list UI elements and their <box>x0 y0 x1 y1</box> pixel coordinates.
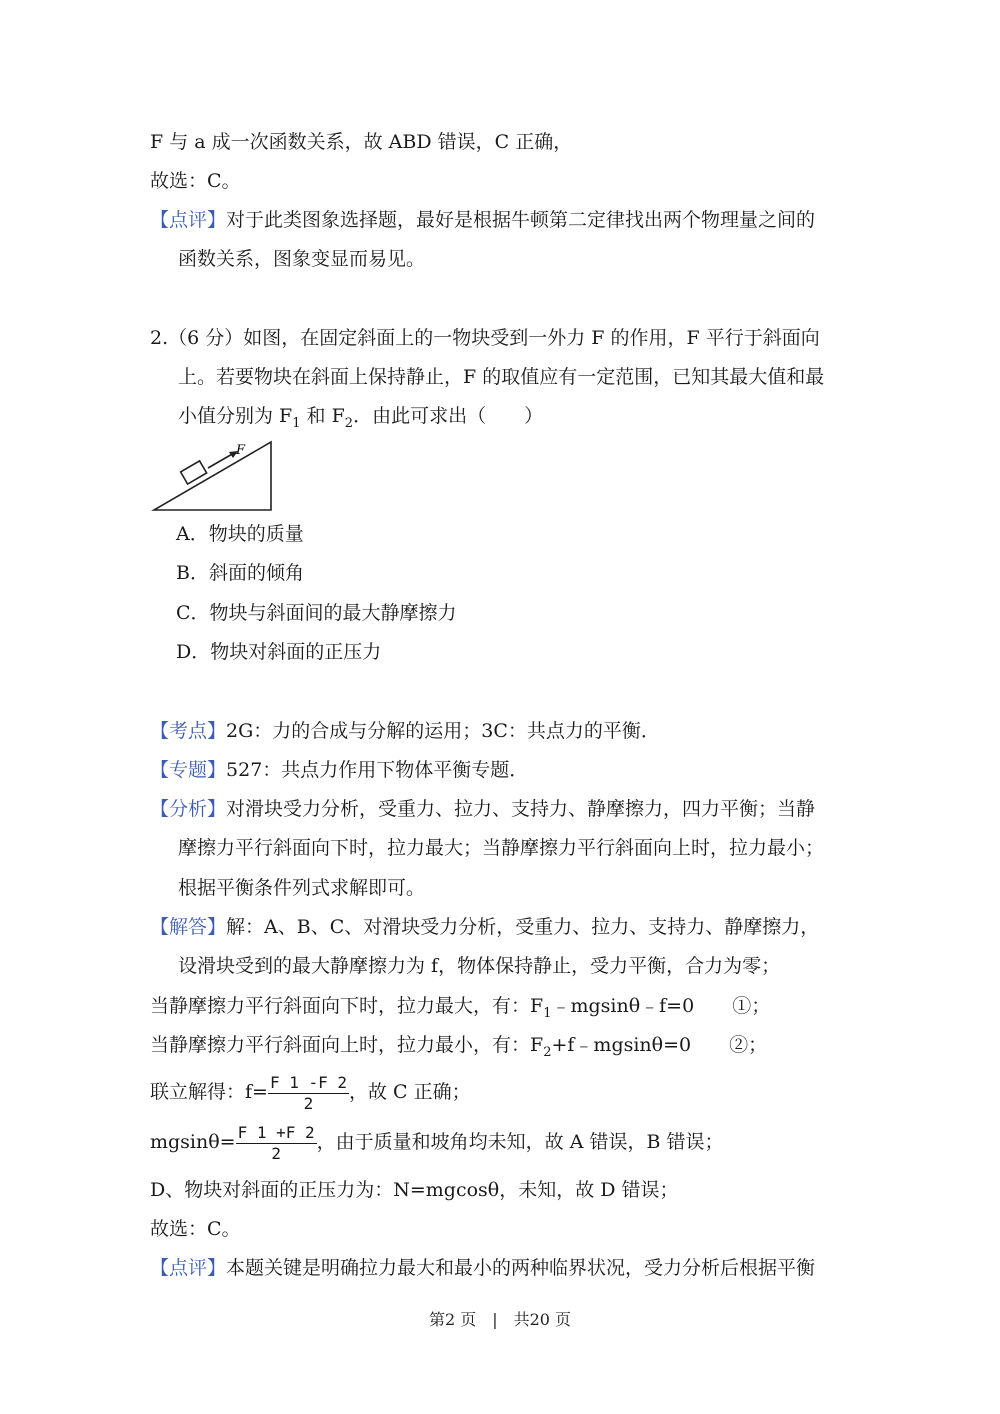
prev-answer-line: F 与 a 成一次函数关系，故 ABD 错误，C 正确， <box>150 131 573 153</box>
answer-choice: 故选：C。 <box>150 1218 241 1240</box>
equation-1: 当静摩擦力平行斜面向下时，拉力最大，有：$F_1﹣mgsin\theta﹣f=0$ ①； <box>150 995 771 1021</box>
prev-comment <box>150 207 815 233</box>
solve-mgsin: mgsinθ= $\frac{F 1 +F 2}{2}$ ，由于质量和坡角均未知，故 A 错误，B 错误； <box>150 1122 724 1163</box>
jieda: 【解答】解：A、B、C、对滑块受力分析，受重力、拉力、支持力、静摩擦力， <box>150 916 820 938</box>
fenxi-cont-2: 根据平衡条件列式求解即可。 <box>178 877 426 899</box>
incline-triangle <box>154 442 271 510</box>
option-a: A．物块的质量 <box>176 523 304 545</box>
jieda-cont: 设滑块受到的最大静摩擦力为 f，物体保持静止，受力平衡，合力为零； <box>178 955 781 977</box>
fenxi-cont-1: 摩擦力平行斜面向下时，拉力最大；当静摩擦力平行斜面向上时，拉力最小； <box>178 837 825 859</box>
fraction-mgsin: $\frac{F 1 +F 2}{2}$ <box>237 1122 315 1163</box>
question-line-3: 小值分别为 $F_1$ 和 $F_2$．由此可求出（ ） <box>178 405 544 431</box>
block <box>181 461 207 484</box>
option-d: D．物块对斜面的正压力 <box>176 641 382 663</box>
dianping: 【点评】本题关键是明确拉力最大和最小的两种临界状况，受力分析后根据平衡 <box>150 1257 816 1279</box>
option-c: C．物块与斜面间的最大静摩擦力 <box>176 602 457 624</box>
fenxi: 【分析】对滑块受力分析，受重力、拉力、支持力、静摩擦力，四力平衡；当静 <box>150 798 816 820</box>
comment-tag: 【点评】 <box>150 209 227 231</box>
question-line-2: 上。若要物块在斜面上保持静止，F 的取值应有一定范围，已知其最大值和最 <box>178 366 825 388</box>
solve-f: 联立解得：f= $\frac{F 1 -F 2}{2}$ ，故 C 正确； <box>150 1072 471 1113</box>
prev-choice: 故选：C。 <box>150 170 241 192</box>
zhuanti: 【专题】527：共点力作用下物体平衡专题． <box>150 759 529 781</box>
fraction-f: $\frac{F 1 -F 2}{2}$ <box>269 1072 348 1113</box>
force-label: F <box>236 443 246 458</box>
d-option-line: D、物块对斜面的正压力为：N=mgcosθ，未知，故 D 错误； <box>150 1179 679 1201</box>
page-footer: 第2 页 | 共20 页 <box>428 1310 572 1329</box>
comment-text: 对于此类图象选择题，最好是根据牛顿第二定律找出两个物理量之间的 <box>226 209 816 231</box>
kaodian: 【考点】2G：力的合成与分解的运用；3C：共点力的平衡． <box>150 720 660 742</box>
option-b: B．斜面的倾角 <box>176 562 304 584</box>
incline-diagram <box>150 438 280 514</box>
question-line-1: 2.（6 分）如图，在固定斜面上的一物块受到一外力 F 的作用，F 平行于斜面向 <box>150 327 820 349</box>
prev-comment-cont: 函数关系，图象变显而易见。 <box>178 248 426 270</box>
equation-2: 当静摩擦力平行斜面向上时，拉力最小，有：$F_2+f﹣mgsin\theta=0$ ②； <box>150 1034 768 1060</box>
